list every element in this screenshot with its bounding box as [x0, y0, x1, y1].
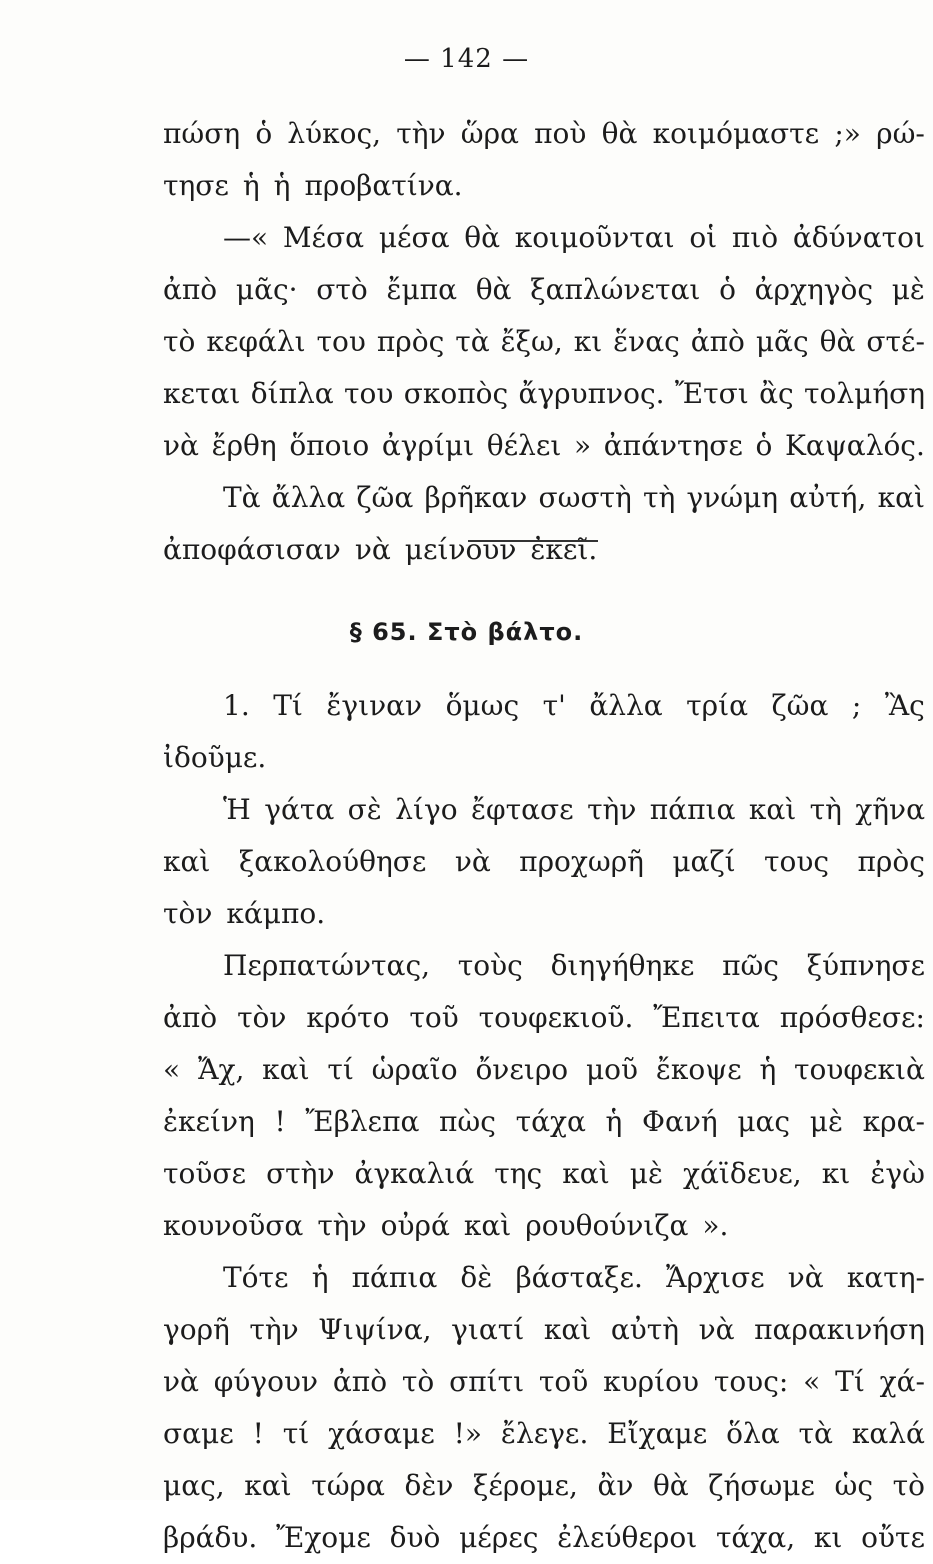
word: Περπατώντας, — [223, 949, 431, 982]
word: !» — [453, 1417, 483, 1450]
word: μέσα — [378, 221, 450, 254]
text-line — [163, 1512, 925, 1564]
text-line — [163, 264, 925, 316]
word: ἔλεγε. — [500, 1417, 589, 1450]
word: ἀπὸ — [690, 325, 745, 358]
word: ἂς — [759, 377, 794, 410]
word: Φανή — [641, 1105, 718, 1138]
word: κι — [573, 325, 603, 358]
text-line — [163, 992, 925, 1044]
word: τησε — [163, 169, 229, 202]
word: ἀπάντησε — [603, 429, 743, 462]
word: θὰ — [464, 221, 501, 254]
word: τοῦ — [409, 1001, 459, 1034]
word: κι — [813, 1521, 843, 1554]
word: » — [574, 429, 592, 462]
word: σαμε — [163, 1417, 234, 1450]
word: τους: — [713, 1365, 789, 1398]
word: τὴν — [396, 117, 446, 150]
word: μὲ — [629, 1157, 663, 1190]
word: ἀγρίμι — [381, 429, 475, 462]
word: καὶ — [244, 1469, 292, 1502]
word: ξακολούθησε — [238, 845, 427, 878]
word: ἰδοῦμε. — [163, 741, 267, 774]
word: ἡ — [242, 169, 260, 202]
word: του — [344, 377, 394, 410]
word: ρώ- — [876, 117, 925, 150]
word: της — [494, 1157, 543, 1190]
text-line — [163, 1408, 925, 1460]
word: πρὸς — [376, 325, 445, 358]
text-line — [163, 524, 925, 576]
word: ὁ — [755, 429, 773, 462]
word: ἔμπα — [386, 273, 457, 306]
word: σὲ — [347, 793, 382, 826]
word: ὅλα — [726, 1417, 780, 1450]
word: ποὺ — [534, 117, 587, 150]
word: τὰ — [455, 325, 490, 358]
word: ὄνειρο — [475, 1053, 569, 1086]
word: οὐρά — [380, 1209, 450, 1242]
word: καὶ — [748, 793, 797, 826]
word: πιὸ — [731, 221, 779, 254]
word: ἄλλα — [271, 481, 346, 514]
word: ἐλεύθεροι — [557, 1521, 698, 1554]
text-line — [163, 1200, 925, 1252]
word: ἡ — [759, 1053, 777, 1086]
word: κυρίου — [603, 1365, 699, 1398]
word: προχωρῆ — [519, 845, 644, 878]
word: τ' — [542, 689, 566, 722]
word: μας, — [163, 1469, 225, 1502]
word: βρῆκαν — [424, 481, 528, 514]
word: πρόσθεσε: — [779, 1001, 925, 1034]
word: 1. — [223, 689, 250, 722]
word: Καψαλός. — [785, 429, 925, 462]
word: Ψιψίνα, — [318, 1313, 432, 1346]
word: Τὰ — [223, 481, 261, 514]
word: τὰ — [798, 1417, 833, 1450]
word: δίπλα — [250, 377, 334, 410]
word: μᾶς — [755, 325, 809, 358]
text-block-top — [163, 108, 925, 576]
word: φύγουν — [213, 1365, 319, 1398]
word: κοιμόμαστε — [652, 117, 820, 150]
word: ! — [252, 1417, 264, 1450]
section-heading: § 65. Στὸ βάλτο. — [349, 618, 584, 646]
word: καὶ — [877, 481, 925, 514]
word: νὰ — [163, 429, 199, 462]
text-line — [163, 1044, 925, 1096]
word: ἔρθη — [211, 429, 277, 462]
word: θὰ — [475, 273, 512, 306]
text-line — [163, 108, 925, 160]
word: μοῦ — [585, 1053, 639, 1086]
word: ἂν — [597, 1469, 634, 1502]
word: θέλει — [486, 429, 562, 462]
word: ἀποφάσισαν — [163, 533, 341, 566]
page-number: — 142 — — [403, 44, 530, 74]
word: παρακινήση — [754, 1313, 925, 1346]
word: ἀγκαλιά — [354, 1157, 475, 1190]
word: στὸ — [316, 273, 368, 306]
word: τὸν — [237, 1001, 287, 1034]
word: πῶς — [722, 949, 779, 982]
word: ζῶα — [771, 689, 829, 722]
word: γιατί — [451, 1313, 525, 1346]
word: πάπια — [351, 1261, 438, 1294]
word: ; — [851, 689, 862, 722]
section-divider — [468, 540, 598, 542]
text-line — [163, 732, 925, 784]
word: κάμπο. — [226, 897, 326, 930]
word: χῆνα — [855, 793, 925, 826]
word: ἔκοψε — [655, 1053, 742, 1086]
word: « — [163, 1053, 181, 1086]
word: γνώμη — [686, 481, 779, 514]
word: Τότε — [223, 1261, 289, 1294]
word: Ἂς — [884, 689, 925, 722]
word: προβατίνα. — [304, 169, 463, 202]
word: κεφάλι — [206, 325, 306, 358]
word: νὰ — [163, 1365, 199, 1398]
word: ἡ — [605, 1105, 623, 1138]
word: καὶ — [562, 1157, 610, 1190]
text-line — [163, 420, 925, 472]
word: ρουθούνιζα — [525, 1209, 689, 1242]
word: στέ- — [866, 325, 925, 358]
word: Ἔχομε — [276, 1521, 371, 1554]
word: ». — [702, 1209, 729, 1242]
word: νὰ — [454, 845, 491, 878]
word: Ἡ — [223, 793, 251, 826]
word: θὰ — [601, 117, 638, 150]
word: τὸ — [892, 1469, 925, 1502]
text-line — [163, 680, 925, 732]
word: καὶ — [262, 1053, 310, 1086]
word: ἀπὸ — [163, 1001, 218, 1034]
word: τὴ — [643, 481, 676, 514]
word: πὼς — [439, 1105, 496, 1138]
word: βράδυ. — [163, 1521, 258, 1554]
word: τὸ — [163, 325, 196, 358]
text-line — [163, 1460, 925, 1512]
word: ὡραῖο — [371, 1053, 458, 1086]
word: τὴν — [249, 1313, 299, 1346]
word: ἐκεῖ. — [530, 533, 598, 566]
text-line — [163, 836, 925, 888]
word: του — [316, 325, 366, 358]
word: ;» — [834, 117, 861, 150]
word: μὲ — [809, 1105, 843, 1138]
word: τί — [327, 1053, 354, 1086]
word: λύκος, — [287, 117, 382, 150]
text-line — [163, 940, 925, 992]
word: ἔγιναν — [326, 689, 423, 722]
word: σωστὴ — [538, 481, 632, 514]
word: ὁ — [255, 117, 273, 150]
word: ξαπλώνεται — [530, 273, 701, 306]
text-line — [163, 160, 925, 212]
word: σκοπὸς — [403, 377, 509, 410]
word: μαζί — [672, 845, 736, 878]
word: Τί — [835, 1365, 865, 1398]
word: ἔφτασε — [470, 793, 574, 826]
word: γάτα — [264, 793, 335, 826]
word: ἀπὸ — [332, 1365, 388, 1398]
text-line — [163, 316, 925, 368]
word: ἀρχηγὸς — [754, 273, 874, 306]
word: λίγο — [395, 793, 458, 826]
word: κοιμοῦνται — [514, 221, 675, 254]
word: ζῶα — [356, 481, 414, 514]
word: κουνοῦσα — [163, 1209, 304, 1242]
word: θὰ — [652, 1469, 689, 1502]
word: ξέρομε, — [473, 1469, 578, 1502]
word: ὅμως — [445, 689, 520, 722]
word: χάσαμε — [328, 1417, 435, 1450]
word: τουφεκιὰ — [794, 1053, 925, 1086]
word: δὲν — [404, 1469, 454, 1502]
text-line — [163, 472, 925, 524]
word: ἐκείνη — [163, 1105, 255, 1138]
word: νὰ — [698, 1313, 735, 1346]
word: —« — [223, 221, 269, 254]
word: νὰ — [354, 533, 391, 566]
word: μᾶς· — [235, 273, 298, 306]
text-line — [163, 1356, 925, 1408]
word: τοὺς — [457, 949, 523, 982]
word: ἀπὸ — [163, 273, 218, 306]
word: χά- — [879, 1365, 925, 1398]
word: ξύπνησε — [806, 949, 925, 982]
word: τώρα — [311, 1469, 385, 1502]
word: ἡ — [311, 1261, 329, 1294]
word: ἀδύνατοι — [792, 221, 925, 254]
word: στὴν — [266, 1157, 335, 1190]
word: Τί — [273, 689, 303, 722]
word: Ἄρχισε — [666, 1261, 765, 1294]
word: πρὸς — [857, 845, 925, 878]
word: ἐγὼ — [870, 1157, 925, 1190]
word: ὥρα — [460, 117, 519, 150]
word: καλά — [851, 1417, 925, 1450]
text-line — [163, 368, 925, 420]
text-line — [163, 1304, 925, 1356]
word: κι — [821, 1157, 851, 1190]
word: μείνουν — [404, 533, 517, 566]
word: ἔξω, — [500, 325, 563, 358]
word: τουφεκιοῦ. — [478, 1001, 634, 1034]
word: μέρες — [459, 1521, 539, 1554]
word: τάχα — [515, 1105, 586, 1138]
word: κατη- — [846, 1261, 925, 1294]
word: τρία — [686, 689, 748, 722]
word: καὶ — [463, 1209, 512, 1242]
word: Ἔπειτα — [653, 1001, 760, 1034]
word: καὶ — [543, 1313, 592, 1346]
word: τὸ — [401, 1365, 435, 1398]
word: κρα- — [862, 1105, 925, 1138]
word: καὶ — [163, 845, 211, 878]
word: ἄγρυπνος. — [518, 377, 665, 410]
word: γορῆ — [163, 1313, 230, 1346]
word: κρότο — [306, 1001, 390, 1034]
word: τί — [282, 1417, 310, 1450]
word: νὰ — [787, 1261, 824, 1294]
text-line — [163, 1252, 925, 1304]
word: τὴν — [317, 1209, 367, 1242]
word: ἕνας — [613, 325, 680, 358]
word: ἡ — [273, 169, 291, 202]
text-line — [163, 1148, 925, 1200]
word: δυὸ — [389, 1521, 441, 1554]
word: ὅποιο — [289, 429, 370, 462]
word: τοῦ — [538, 1365, 589, 1398]
word: « — [803, 1365, 821, 1398]
text-line — [163, 784, 925, 836]
word: πάπια — [649, 793, 736, 826]
word: αὐτή, — [789, 481, 867, 514]
word: ! — [274, 1105, 286, 1138]
word: ἄλλα — [589, 689, 663, 722]
word: δὲ — [460, 1261, 493, 1294]
word: τὸν — [163, 897, 213, 930]
text-line — [163, 1096, 925, 1148]
word: διηγήθηκε — [550, 949, 695, 982]
word: Ἄχ, — [197, 1053, 245, 1086]
word: τολμήση — [804, 377, 925, 410]
word: μὲ — [891, 273, 925, 306]
word: σπίτι — [449, 1365, 525, 1398]
text-line — [163, 212, 925, 264]
word: Ἔβλεπα — [305, 1105, 420, 1138]
word: οὔτε — [861, 1521, 925, 1554]
word: χάϊδευε, — [683, 1157, 802, 1190]
word: τους — [764, 845, 830, 878]
word: Εἴχαμε — [607, 1417, 708, 1450]
word: τὴν — [587, 793, 637, 826]
word: βάσταξε. — [515, 1261, 643, 1294]
word: Ἔτσι — [674, 377, 749, 410]
word: Μέσα — [282, 221, 365, 254]
word: ὡς — [834, 1469, 873, 1502]
word: πώση — [163, 117, 241, 150]
word: οἱ — [689, 221, 718, 254]
word: ζήσωμε — [708, 1469, 815, 1502]
word: τὴ — [809, 793, 842, 826]
word: μας — [737, 1105, 791, 1138]
word: τοῦσε — [163, 1157, 246, 1190]
word: αὐτὴ — [610, 1313, 680, 1346]
word: κεται — [163, 377, 241, 410]
text-block-bottom — [163, 680, 925, 1564]
word: τάχα, — [715, 1521, 796, 1554]
word: ὁ — [719, 273, 736, 306]
text-line — [163, 888, 925, 940]
word: θὰ — [819, 325, 856, 358]
